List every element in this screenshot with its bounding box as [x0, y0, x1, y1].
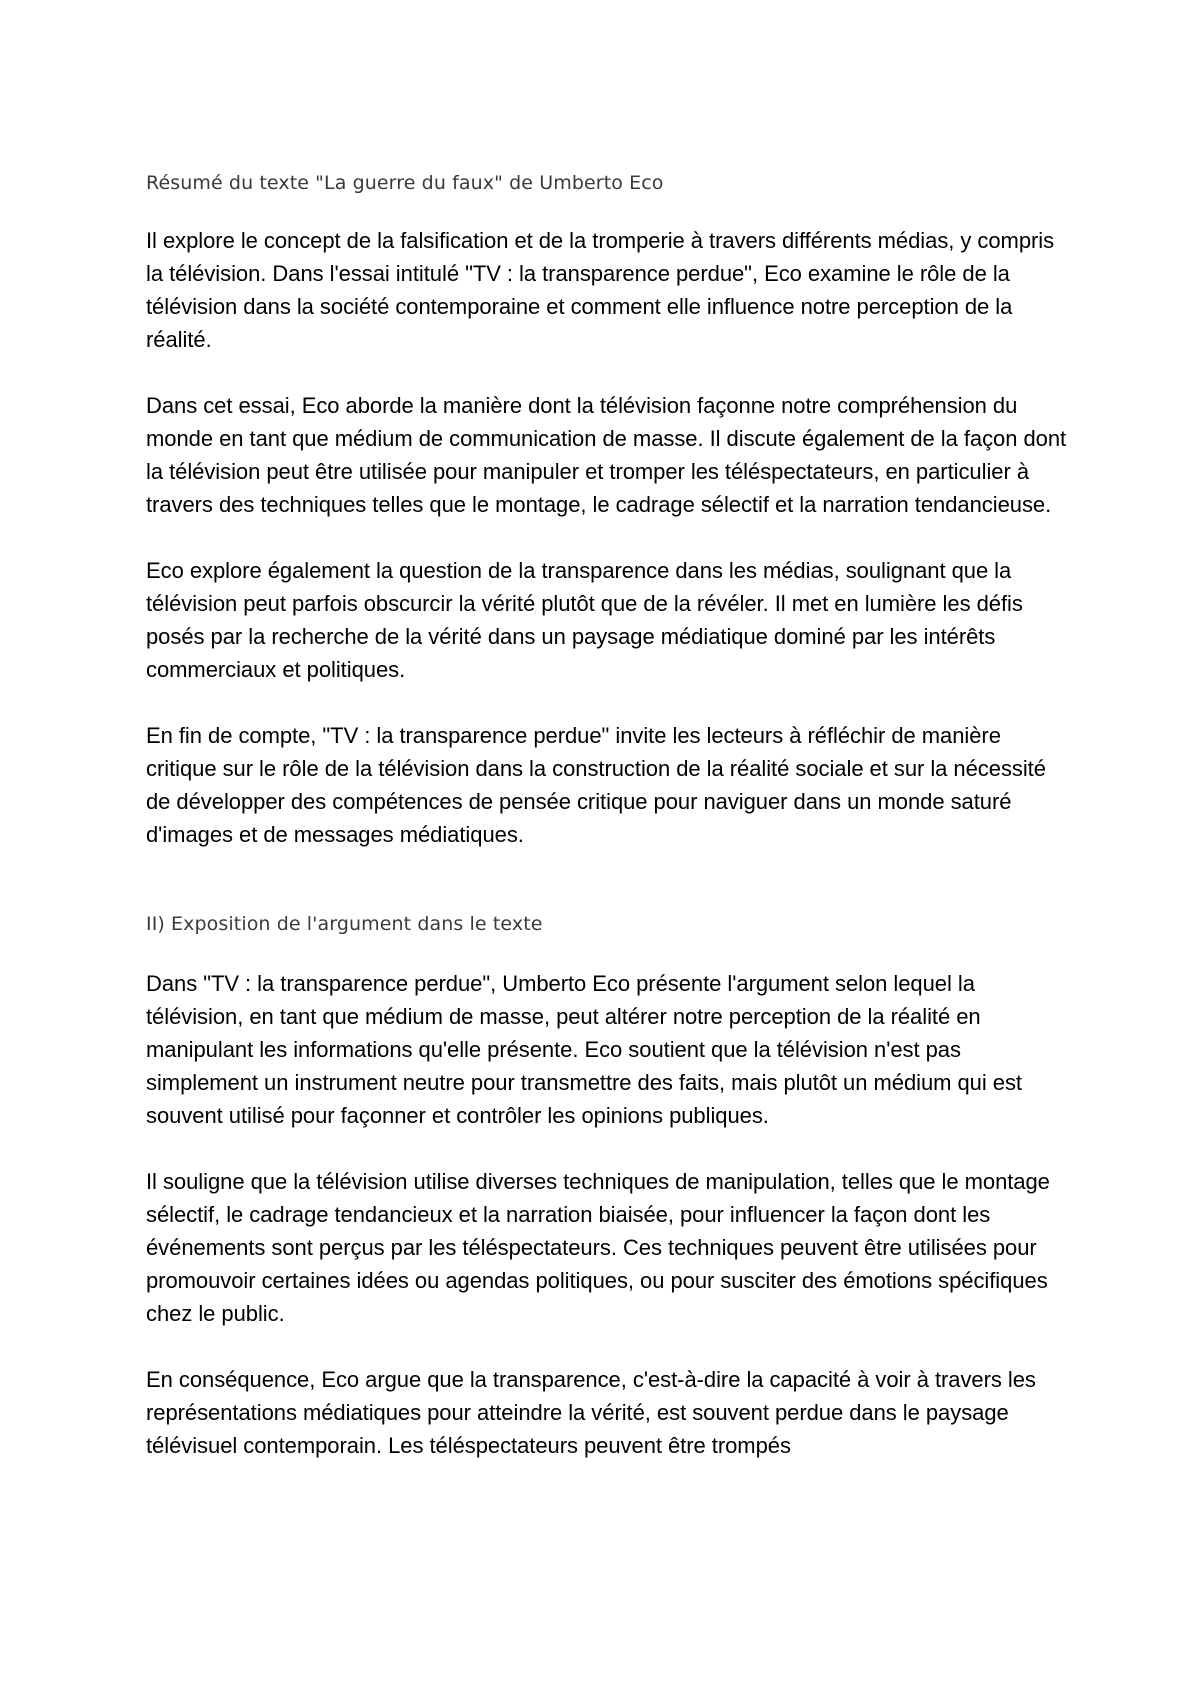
paragraph-summary-3: Eco explore également la question de la transparence dans les médias, soulignant que la télévision peut parfois obscurcir la vérité plutôt que de la révéler. Il met en lumière les défis posés par la recherche de la vérité dans un paysage médiatique dominé par les intérêts commerciaux et politiques.: [146, 558, 1023, 682]
paragraph-summary-4: En fin de compte, "TV : la transparence perdue" invite les lecteurs à réfléchir de manière critique sur le rôle de la télévision dans la construction de la réalité sociale et sur la nécessité de développer des compétences de pensée critique pour naviguer dans un monde saturé d'images et de messages médiatiques.: [146, 723, 1046, 847]
paragraph-argument-2: Il souligne que la télévision utilise diverses techniques de manipulation, telles que le montage sélectif, le cadrage tendancieux et la narration biaisée, pour influencer la façon dont les événements sont perçus par les téléspectateurs. Ces techniques peuvent être utilisées pour promouvoir certaines idées ou agendas politiques, ou pour susciter des émotions spécifiques chez le public.: [146, 1169, 1050, 1326]
section-heading-summary: Résumé du texte "La guerre du faux" de Umberto Eco: [146, 172, 664, 194]
section-heading-argument: II) Exposition de l'argument dans le texte: [146, 913, 543, 935]
paragraph-summary-1: Il explore le concept de la falsification et de la tromperie à travers différents médias, y compris la télévision. Dans l'essai intitulé "TV : la transparence perdue", Eco examine le rôle de la télévision dans la société contemporaine et comment elle influence notre perception de la réalité.: [146, 228, 1055, 352]
paragraph-argument-1: Dans "TV : la transparence perdue", Umberto Eco présente l'argument selon lequel la télévision, en tant que médium de masse, peut altérer notre perception de la réalité en manipulant les informations qu'elle présente. Eco soutient que la télévision n'est pas simplement un instrument neutre pour transmettre des faits, mais plutôt un médium qui est souvent utilisé pour façonner et contrôler les opinions publiques.: [146, 971, 1022, 1128]
paragraph-summary-2: Dans cet essai, Eco aborde la manière dont la télévision façonne notre compréhension du monde en tant que médium de communication de masse. Il discute également de la façon dont la télévision peut être utilisée pour manipuler et tromper les téléspectateurs, en particulier à travers des techniques telles que le montage, le cadrage sélectif et la narration tendancieuse.: [146, 393, 1067, 517]
document-body: [146, 168, 1076, 1462]
paragraph-argument-3: En conséquence, Eco argue que la transparence, c'est-à-dire la capacité à voir à travers les représentations médiatiques pour atteindre la vérité, est souvent perdue dans le paysage télévisuel contemporain. Les téléspectateurs peuvent être trompés: [146, 1367, 1036, 1458]
